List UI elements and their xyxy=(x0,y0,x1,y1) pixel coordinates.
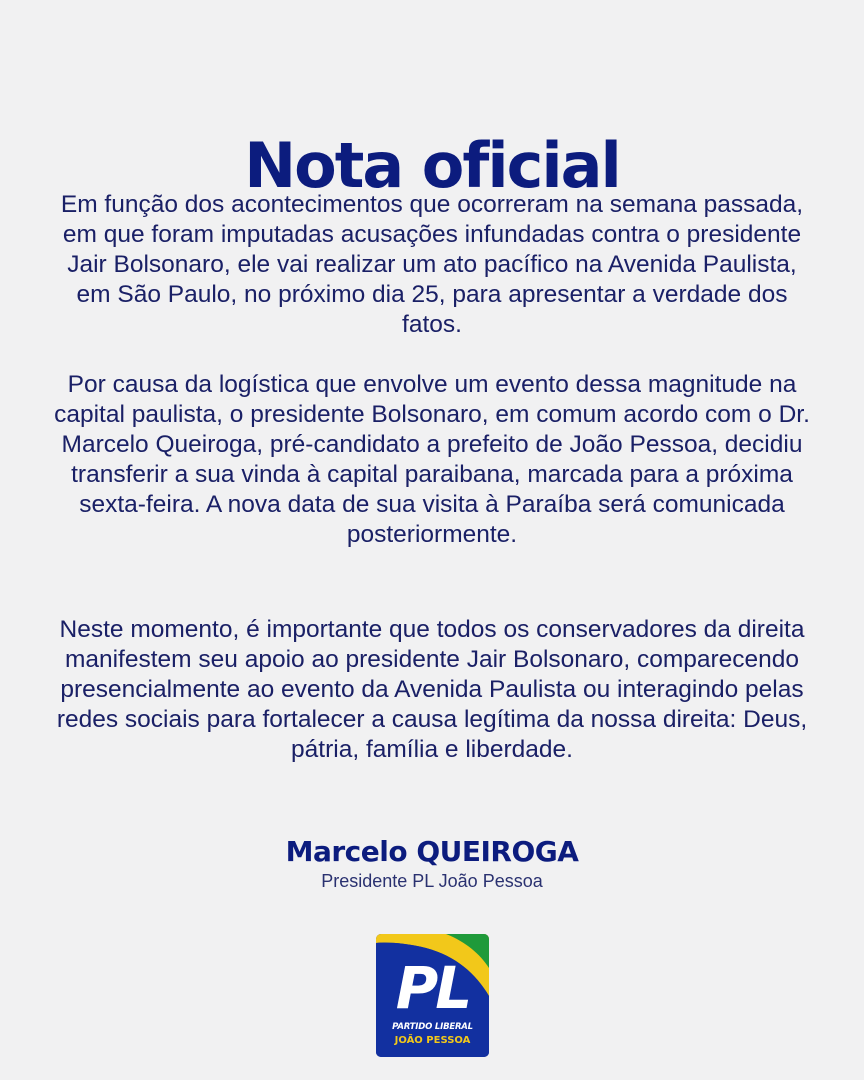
signature-name: Marcelo QUEIROGA xyxy=(285,835,579,868)
paragraph-2: Por causa da logística que envolve um evento dessa magnitude na capital paulista, o presidente Bolsonaro, em comum acordo com o Dr. Marcelo Queiroga, pré-candidato a prefeito de João Pessoa, decidiu transferir a sua vinda à capital paraibana, marcada para a próxima sexta-feira. A nova data de sua visita à Paraíba será comunicada posteriormente. xyxy=(54,371,810,548)
pl-party-logo xyxy=(376,934,489,1057)
logo-initials: PL xyxy=(395,954,470,1022)
signature-role: Presidente PL João Pessoa xyxy=(321,871,543,891)
page-title: Nota oficial xyxy=(244,128,620,202)
paragraph-3: Neste momento, é importante que todos os conservadores da direita manifestem seu apoio ao presidente Jair Bolsonaro, comparecendo presencialmente ao evento da Avenida Paulista ou interagindo pelas redes sociais para fortalecer a causa legítima da nossa direita: Deus, pátria, família e liberdade. xyxy=(56,616,808,763)
paragraph-1: Em função dos acontecimentos que ocorreram na semana passada, em que foram imputadas acusações infundadas contra o presidente Jair Bolsonaro, ele vai realizar um ato pacífico na Avenida Paulista, em São Paulo, no próximo dia 25, para apresentar a verdade dos fatos. xyxy=(60,191,804,338)
logo-party-name: PARTIDO LIBERAL xyxy=(392,1022,473,1032)
logo-city: JOÃO PESSOA xyxy=(394,1035,471,1046)
